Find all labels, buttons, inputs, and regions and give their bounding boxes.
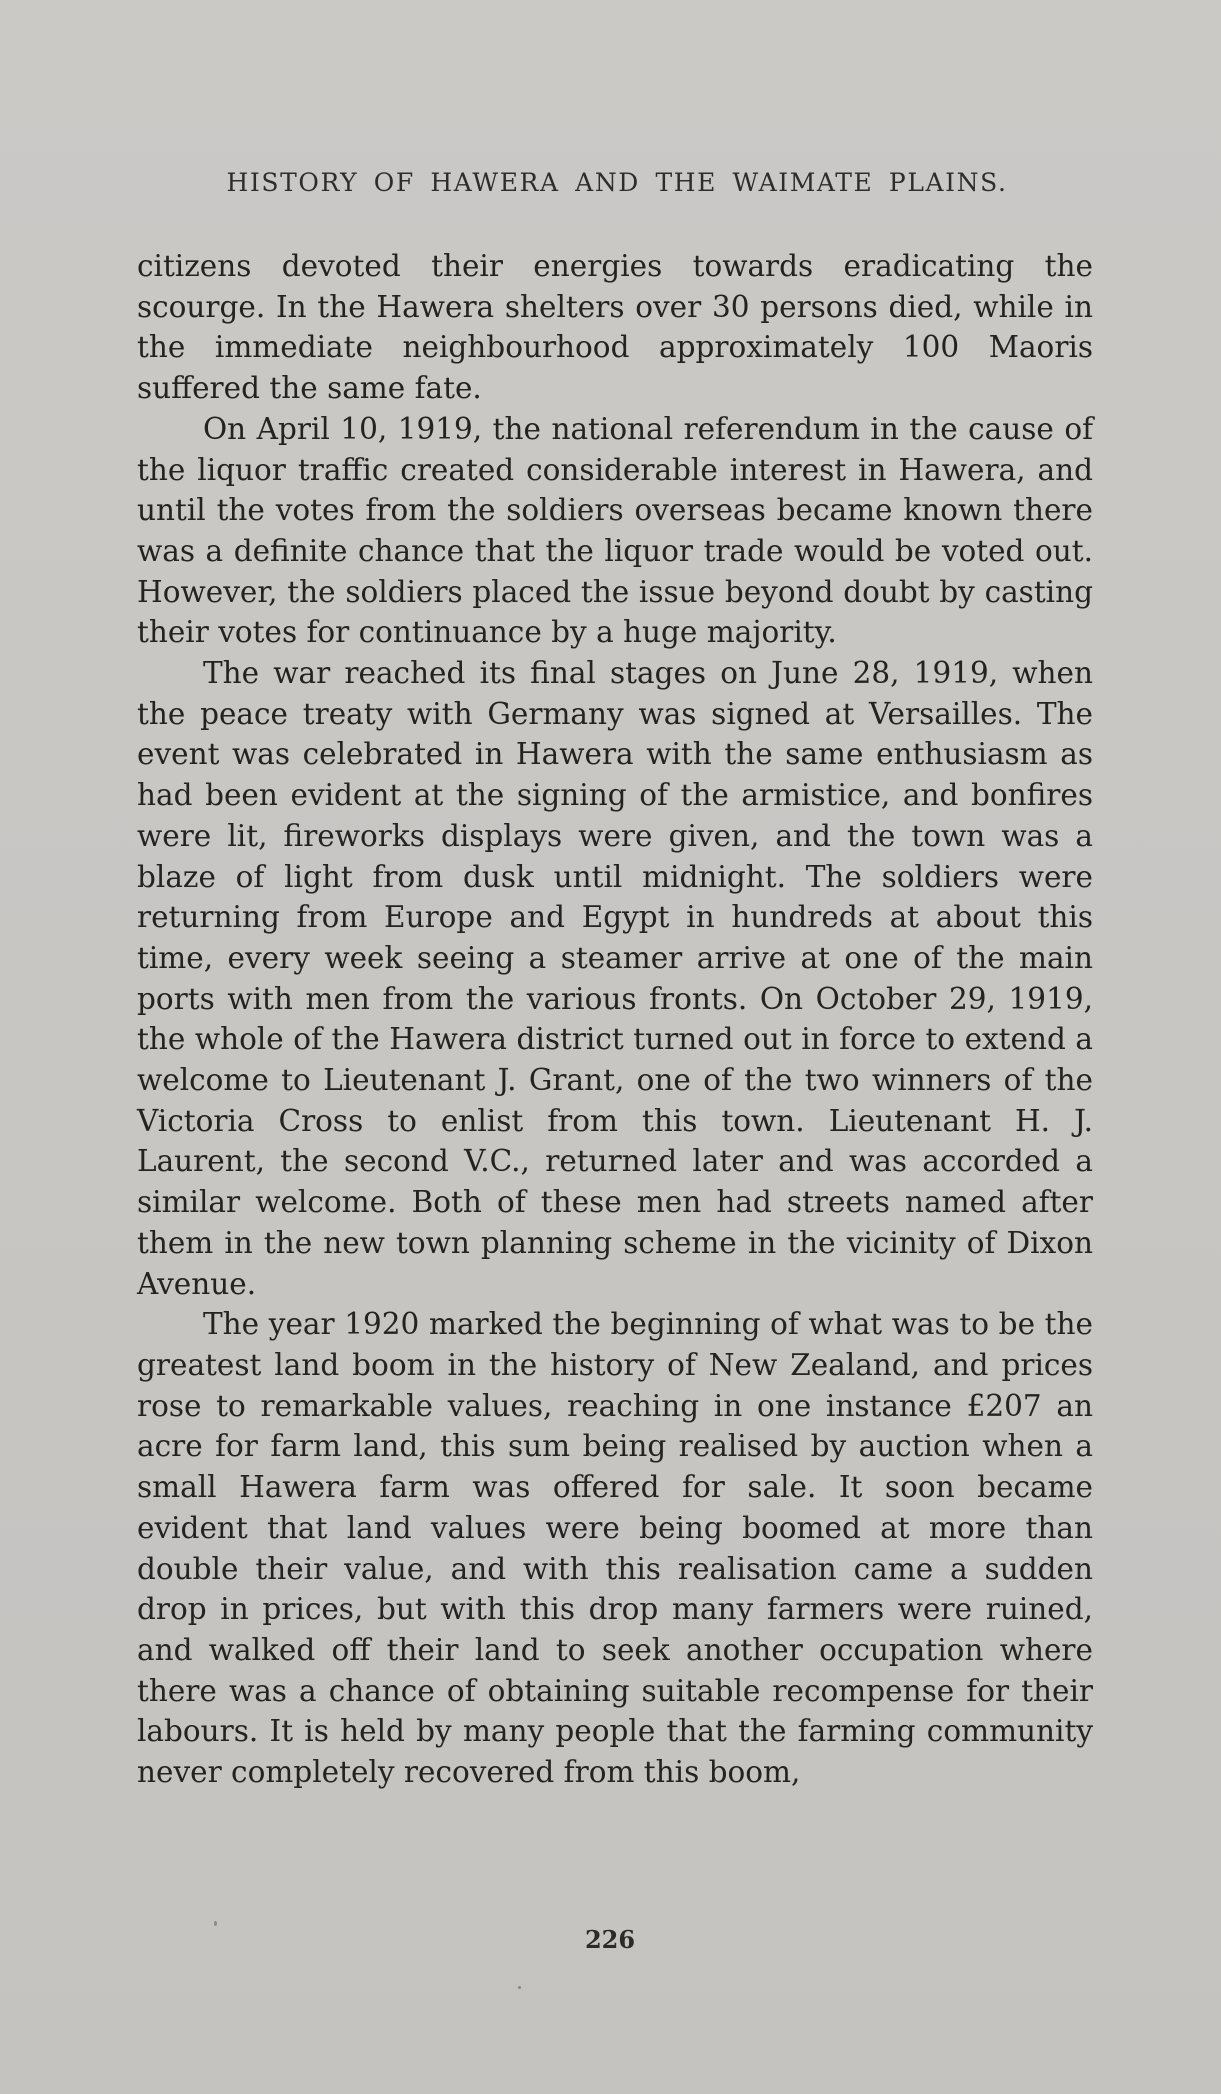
paper-speck [214,1921,217,1926]
body-text [137,246,1093,1793]
paragraph-3: The war reached its final stages on June 28, 1919, when the peace treaty with Germany was signed at Versailles. The event was celebrated in Hawera with the same enthusiasm as had been evident at the signing of the armistice, and bonfires were lit, fireworks displays were given, and the town was a blaze of light from dusk until midnight. The soldiers were returning from Europe and Egypt in hundreds at about this time, every week seeing a steamer arrive at one of the main ports with men from the various fronts. On October 29, 1919, the whole of the Hawera district turned out in force to extend a welcome to Lieutenant J. Grant, one of the two winners of the Victoria Cross to enlist from this town. Lieutenant H. J. Laurent, the second V.C., returned later and was accorded a similar welcome. Both of these men had streets named after them in the new town planning scheme in the vicinity of Dixon Avenue. [137,656,1093,1301]
paragraph-2: On April 10, 1919, the national referendum in the cause of the liquor traffic created considerable interest in Hawera, and until the votes from the soldiers overseas became known there was a definite chance that the liquor trade would be voted out. However, the soldiers placed the issue beyond doubt by casting their votes for continuance by a huge majority. [137,411,1093,650]
paragraph-4: The year 1920 marked the beginning of what was to be the greatest land boom in the history of New Zealand, and prices rose to remarkable values, reaching in one instance £207 an acre for farm land, this sum being realised by auction when a small Hawera farm was offered for sale. It soon became evident that land values were being boomed at more than double their value, and with this realisation came a sudden drop in prices, but with this drop many farmers were ruined, and walked off their land to seek another occupation where there was a chance of obtaining suitable recompense for their labours. It is held by many people that the farming community never completely recovered from this boom, [137,1307,1093,1790]
paper-speck [518,1986,521,1989]
running-head: HISTORY OF HAWERA AND THE WAIMATE PLAINS. [226,168,1008,197]
paragraph-1: citizens devoted their energies towards eradicating the scourge. In the Hawera shelters over 30 persons died, while in the immediate neighbourhood approximately 100 Maoris suffered the same fate. [137,249,1093,406]
page-number: 226 [584,1925,636,1954]
